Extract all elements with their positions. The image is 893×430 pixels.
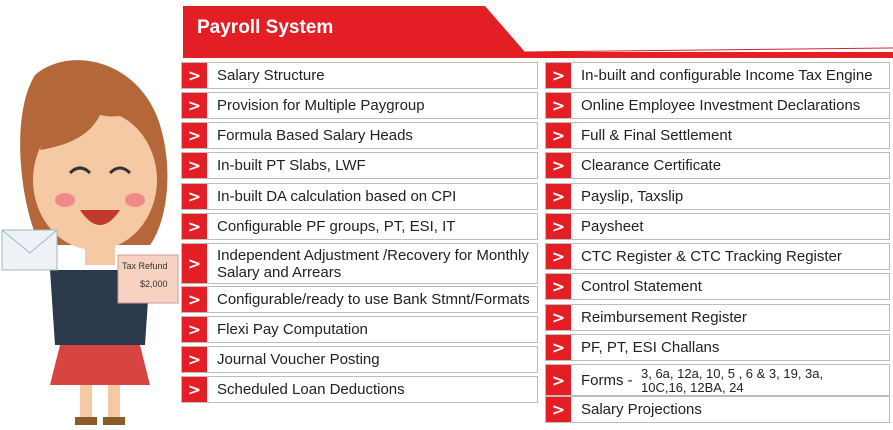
feature-item	[181, 92, 538, 119]
feature-item	[181, 243, 538, 284]
chevron-right-icon: >	[546, 244, 571, 269]
chevron-right-icon: >	[546, 184, 571, 209]
feature-label: Configurable/ready to use Bank Stmnt/Formats	[217, 291, 530, 308]
feature-item	[545, 364, 890, 396]
feature-label: Paysheet	[581, 218, 644, 235]
feature-item	[181, 346, 538, 373]
chevron-right-icon: >	[182, 153, 207, 178]
chevron-right-icon: >	[182, 184, 207, 209]
feature-label: In-built and configurable Income Tax Engine	[581, 67, 873, 84]
feature-label: Online Employee Investment Declarations	[581, 97, 861, 114]
chevron-right-icon: >	[182, 123, 207, 148]
tax-refund-amount: $2,000	[140, 279, 168, 289]
feature-label: Salary Projections	[581, 401, 702, 418]
feature-label: Salary Structure	[217, 67, 325, 84]
feature-item	[545, 183, 890, 210]
feature-label: Clearance Certificate	[581, 157, 722, 174]
chevron-right-icon: >	[182, 377, 207, 402]
chevron-right-icon: >	[546, 214, 571, 239]
feature-label: Provision for Multiple Paygroup	[217, 97, 425, 114]
chevron-right-icon: >	[182, 317, 207, 342]
feature-item	[545, 396, 890, 423]
feature-label: Control Statement	[581, 278, 702, 295]
header-banner	[183, 6, 893, 58]
feature-label: Forms -	[581, 371, 633, 389]
feature-item	[545, 273, 890, 300]
chevron-right-icon: >	[546, 153, 571, 178]
chevron-right-icon: >	[546, 63, 571, 88]
feature-label: Flexi Pay Computation	[217, 321, 368, 338]
chevron-right-icon: >	[546, 274, 571, 299]
feature-item	[181, 62, 538, 89]
feature-item	[181, 183, 538, 210]
feature-label: Scheduled Loan Deductions	[217, 381, 405, 398]
feature-label: Journal Voucher Posting	[217, 351, 380, 368]
feature-item	[545, 243, 890, 270]
chevron-right-icon: >	[182, 287, 207, 312]
feature-label: Formula Based Salary Heads	[217, 127, 413, 144]
feature-item	[545, 62, 890, 89]
feature-label: Independent Adjustment /Recovery for Monthly Salary and Arrears	[217, 246, 529, 281]
chevron-right-icon: >	[182, 347, 207, 372]
feature-item	[545, 122, 890, 149]
chevron-right-icon: >	[182, 214, 207, 239]
chevron-right-icon: >	[546, 397, 571, 422]
chevron-right-icon: >	[546, 335, 571, 360]
feature-item	[181, 376, 538, 403]
chevron-right-icon: >	[546, 305, 571, 330]
feature-label: Payslip, Taxslip	[581, 188, 684, 205]
chevron-right-icon: >	[182, 63, 207, 88]
feature-item	[545, 92, 890, 119]
feature-label: In-built PT Slabs, LWF	[217, 157, 366, 174]
chevron-right-icon: >	[546, 93, 571, 118]
chevron-right-icon: >	[182, 93, 207, 118]
chevron-right-icon: >	[546, 365, 571, 395]
feature-item	[545, 152, 890, 179]
feature-item	[181, 286, 538, 313]
feature-label: PF, PT, ESI Challans	[581, 339, 720, 356]
chevron-right-icon: >	[546, 123, 571, 148]
feature-item	[545, 334, 890, 361]
feature-label: Configurable PF groups, PT, ESI, IT	[217, 218, 456, 235]
feature-item	[181, 122, 538, 149]
page-title: Payroll System	[197, 17, 334, 38]
chevron-right-icon: >	[182, 244, 207, 283]
feature-label: Reimbursement Register	[581, 309, 747, 326]
feature-item	[545, 304, 890, 331]
feature-item	[181, 316, 538, 343]
feature-item	[181, 152, 538, 179]
tax-refund-title: Tax Refund	[122, 261, 168, 271]
feature-label: In-built DA calculation based on CPI	[217, 188, 457, 205]
forms-detail: 3, 6a, 12a, 10, 5 , 6 & 3, 19, 3a, 10C,16, 12BA, 24	[641, 366, 824, 395]
feature-label: CTC Register & CTC Tracking Register	[581, 248, 842, 265]
girl-illustration	[0, 55, 180, 430]
feature-label: Full & Final Settlement	[581, 127, 732, 144]
feature-item	[181, 213, 538, 240]
feature-item	[545, 213, 890, 240]
